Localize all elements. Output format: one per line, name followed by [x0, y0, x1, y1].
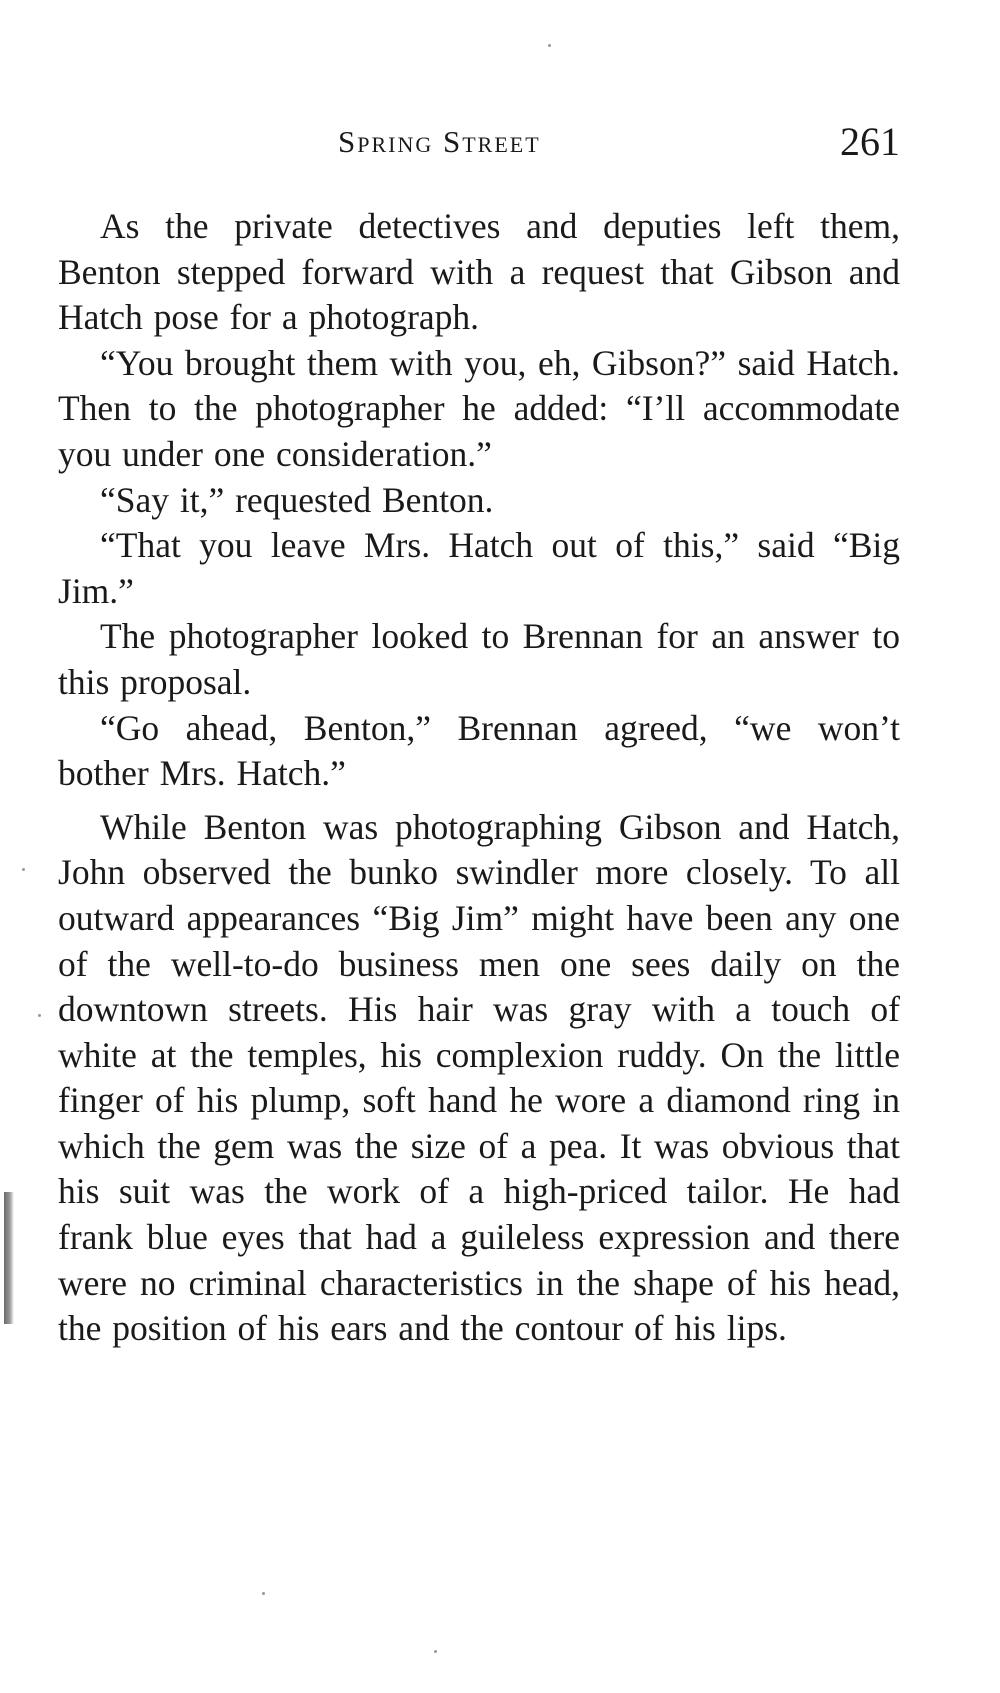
paragraph: While Benton was photographing Gibson and Hatch, John observed the bunko swindler more closely. To all outward appearances “Big Jim” might have been any one of the well-to-do business men one sees daily on the downtown streets. His hair was gray with a touch of white at the temples, his complexion ruddy. On the little finger of his plump, soft hand he wore a diamond ring in which the gem was the size of a pea. It was obvious that his suit was the work of a high-priced tailor. He had frank blue eyes that had a guileless expression and there were no criminal characteristics in the shape of his head, the position of his ears and the contour of his lips. — [58, 806, 900, 1349]
scan-speck — [548, 44, 551, 47]
scan-speck — [22, 868, 25, 871]
scan-speck — [434, 1650, 437, 1653]
paragraph: “That you leave Mrs. Hatch out of this,” said “Big Jim.” — [58, 525, 900, 611]
scan-speck — [262, 1592, 265, 1595]
running-header — [58, 118, 900, 166]
running-title: Spring Street — [338, 124, 541, 159]
scan-speck — [38, 1014, 41, 1017]
body-text — [58, 204, 900, 1352]
paragraph: “Go ahead, Benton,” Brennan agreed, “we won’t bother Mrs. Hatch.” — [58, 707, 900, 794]
paragraph: As the private detectives and deputies left them, Benton stepped forward with a request that Gibson and Hatch pose for a photograph. — [58, 206, 900, 338]
paragraph: The photographer looked to Brennan for an answer to this proposal. — [58, 616, 900, 702]
paragraph: “You brought them with you, eh, Gibson?” said Hatch. Then to the photographer he added: “I’ll accommodate you under one consideration.” — [58, 342, 900, 474]
paragraph: “Say it,” requested Benton. — [100, 479, 494, 520]
page-number: 261 — [840, 119, 900, 164]
scan-binding-mark — [4, 1192, 14, 1324]
